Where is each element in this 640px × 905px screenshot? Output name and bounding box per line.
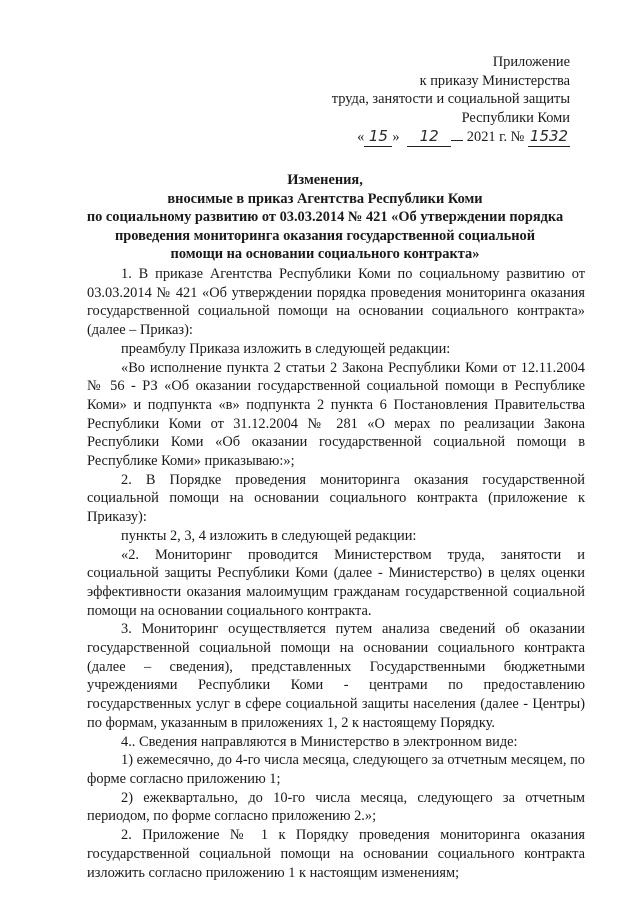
paragraph-11: 2. Приложение № 1 к Порядку проведения мониторинга оказания государственной социальной помощи на основании социального контракта изложить согласно приложению 1 к настоящим изменениям;: [87, 827, 585, 881]
paragraph-1: 1. В приказе Агентства Республики Коми по социальному развитию от 03.03.2014 № 421 «Об утверждении порядка проведения мониторинга оказания государственной социальной помощи на основании социального контракта» (далее – Приказ):: [87, 266, 585, 339]
order-number: 1532: [529, 127, 569, 146]
paragraph-9: 1) ежемесячно, до 4-го числа месяца, следующего за отчетным месяцем, по форме согласно приложению 1;: [87, 752, 585, 787]
date-close-quote: »: [392, 129, 400, 146]
document-body: [87, 265, 585, 882]
paragraph-6: «2. Мониторинг проводится Министерством труда, занятости и социальной защиты Республики Коми (далее - Министерство) в целях оценки эффективности оказания малоимущим гражданам государственной социальной помощи на основании социального контракта.: [87, 546, 585, 619]
date-open-quote: «: [357, 129, 365, 146]
appendix-line-3: труда, занятости и социальной защиты: [331, 91, 570, 108]
paragraph-2: преамбулу Приказа изложить в следующей редакции:: [121, 340, 451, 357]
paragraph-5: пункты 2, 3, 4 изложить в следующей редакции:: [121, 527, 417, 544]
paragraph-10: 2) ежеквартально, до 10-го числа месяца, следующего за отчетным периодом, по форме согласно приложению 2.»;: [87, 789, 585, 825]
title-line-3: по социальному развитию от 03.03.2014 № 421 «Об утверждении порядка: [86, 209, 564, 226]
date-year-text: 2021 г. №: [466, 129, 525, 146]
order-date-line: [332, 127, 570, 147]
date-month: 12: [407, 127, 451, 147]
appendix-line-1: Приложение: [492, 54, 570, 70]
appendix-line-4: Республики Коми: [461, 109, 570, 126]
title-line-1: Изменения,: [287, 172, 363, 188]
paragraph-3: «Во исполнение пункта 2 статьи 2 Закона Республики Коми от 12.11.2004 № 56 - РЗ «Об оказании государственной социальной помощи в Республике Коми» и подпункта «в» подпункта 2 пункта 6 Постановления Правительства Республики Коми от 31.12.2004 № 281 «О мерах по реализации Закона Республики Коми «Об оказании государственной социальной помощи в Республике Коми» приказываю:»;: [87, 359, 585, 470]
appendix-header: [332, 53, 570, 147]
title-line-4: проведения мониторинга оказания государственной социальной: [114, 227, 536, 244]
appendix-line-2: к приказу Министерства: [419, 72, 570, 89]
paragraph-7: 3. Мониторинг осуществляется путем анализа сведений об оказании государственной социальной помощи на основании социального контракта (далее – сведения), представленных Государственными бюджетными учреждениями Республики Коми - центрами по предоставлению государственных услуг в сфере социальной защиты населения (далее - Центры) по формам, указанным в приложениях 1, 2 к настоящему Порядку.: [87, 621, 585, 731]
document-title: [60, 171, 590, 264]
title-line-2: вносимые в приказ Агентства Республики Коми: [167, 190, 483, 207]
title-line-5: помощи на основании социального контракта»: [170, 246, 480, 263]
paragraph-4: 2. В Порядке проведения мониторинга оказания государственной социальной помощи на основании социального контракта (приложение к Приказу):: [87, 471, 585, 526]
date-day: 15: [364, 127, 392, 147]
paragraph-8: 4.. Сведения направляются в Министерство в электронном виде:: [121, 733, 518, 750]
